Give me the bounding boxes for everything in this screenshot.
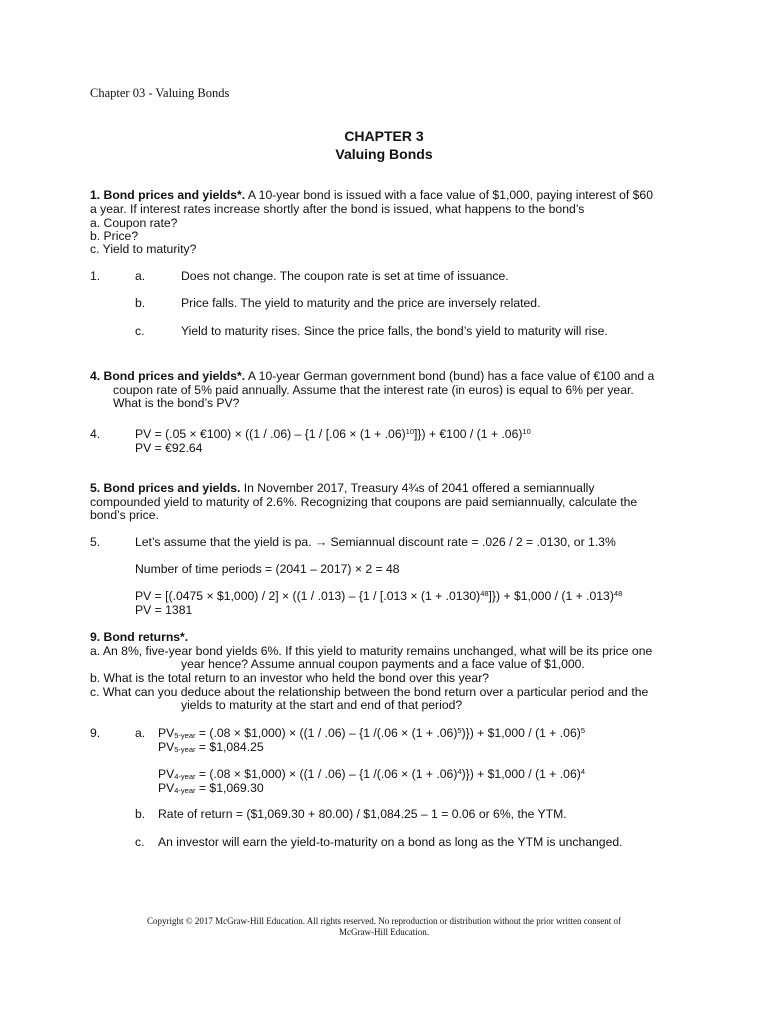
question-1-heading: 1. Bond prices and yields*. (90, 188, 246, 202)
answer-1-number: 1. (90, 269, 101, 283)
answer-9-b-text: Rate of return = ($1,069.30 + 80.00) / $1,084.25 – 1 = 0.06 or 6%, the YTM. (158, 807, 567, 821)
formula-part: PV (158, 767, 175, 781)
formula-part: PV = [(.0475 × $1,000) / 2] × ((1 / .013) – {1 / [.013 × (1 + .0130) (135, 589, 481, 603)
answer-9-number: 9. (90, 726, 101, 740)
formula-part: = $1,084.25 (195, 740, 264, 754)
question-4-line3: What is the bond’s PV? (113, 396, 240, 410)
formula-part: )}) + $1,000 / (1 + .06) (461, 726, 581, 740)
formula-part: = (.08 × $1,000) × ((1 / .06) – {1 /(.06 × (1 + .06) (195, 767, 458, 781)
formula-exponent: 5 (457, 726, 462, 735)
answer-1-c-text: Yield to maturity rises. Since the price falls, the bond’s yield to maturity will rise. (181, 324, 608, 338)
question-5-heading: 5. Bond prices and yields. (90, 481, 241, 495)
question-5-text: In November 2017, Treasury 4¾s of 2041 offered a semiannually (240, 481, 595, 495)
answer-9-pv5-result (158, 740, 264, 754)
question-1-line2: a year. If interest rates increase shortly after the bond is issued, what happens to the bond’s (90, 202, 585, 216)
answer-9-pv4-result (158, 781, 264, 795)
question-4-heading: 4. Bond prices and yields*. (90, 369, 246, 383)
question-1-part-b: b. Price? (90, 229, 139, 243)
question-9-part-a-line1: a. An 8%, five-year bond yields 6%. If this yield to maturity remains unchanged, what will be its price one (90, 644, 653, 658)
formula-exponent: 4 (457, 767, 462, 776)
running-header: Chapter 03 - Valuing Bonds (90, 86, 230, 100)
formula-part: PV = (.05 × €100) × ((1 / .06) – {1 / [.06 × (1 + .06) (135, 427, 406, 441)
formula-part: PV (158, 781, 175, 795)
question-1-part-a: a. Coupon rate? (90, 216, 178, 230)
copyright-line2: McGraw-Hill Education. (339, 927, 429, 937)
question-9-part-a-line2: year hence? Assume annual coupon payments and a face value of $1,000. (181, 657, 585, 671)
question-9-heading-text: 9. Bond returns*. (90, 630, 189, 644)
formula-exponent: 5 (580, 726, 585, 735)
question-9-part-b: b. What is the total return to an investor who held the bond over this year? (90, 671, 490, 685)
formula-subscript: 5-year (174, 745, 196, 754)
answer-9-c-text: An investor will earn the yield-to-maturity on a bond as long as the YTM is unchanged. (158, 835, 623, 849)
answer-5-result: PV = 1381 (135, 603, 193, 617)
question-4-line2: coupon rate of 5% paid annually. Assume that the interest rate (in euros) is equal to 6% per year. (113, 383, 634, 397)
copyright-line1: Copyright © 2017 McGraw-Hill Education. All rights reserved. No reproduction or distribution without the prior written consent of (146, 916, 621, 926)
answer-1-b-label: b. (135, 296, 146, 310)
question-5-line1 (90, 481, 594, 495)
answer-1-b-text: Price falls. The yield to maturity and the price are inversely related. (181, 296, 541, 310)
formula-part: PV (158, 726, 175, 740)
chapter-number: CHAPTER 3 (344, 128, 424, 144)
question-9-part-c-line2: yields to maturity at the start and end of that period? (181, 698, 463, 712)
question-1-line1 (90, 188, 653, 202)
formula-exponent: 48 (613, 589, 623, 598)
answer-5-number: 5. (90, 535, 101, 549)
answer-5-line1: Let’s assume that the yield is pa. → Semiannual discount rate = .026 / 2 = .0130, or 1.3% (135, 535, 616, 549)
formula-exponent: 10 (405, 427, 414, 436)
answer-4-number: 4. (90, 427, 101, 441)
formula-exponent: 48 (480, 589, 489, 598)
answer-4-result: PV = €92.64 (135, 441, 203, 455)
formula-subscript: 4-year (174, 772, 196, 781)
answer-1-c-label: c. (135, 324, 145, 338)
answer-9-pv4-formula (158, 767, 585, 781)
answer-9-c-label: c. (135, 835, 145, 849)
chapter-title: Valuing Bonds (335, 146, 433, 162)
answer-9-pv5-formula (158, 726, 585, 740)
formula-part: PV (158, 740, 175, 754)
answer-4-formula (135, 427, 531, 441)
formula-part: = (.08 × $1,000) × ((1 / .06) – {1 /(.06 × (1 + .06) (195, 726, 458, 740)
question-4-line1 (90, 369, 654, 383)
formula-part: )}) + $1,000 / (1 + .06) (461, 767, 581, 781)
formula-part: = $1,069.30 (195, 781, 264, 795)
question-4-text: A 10-year German government bond (bund) has a face value of €100 and a (245, 369, 655, 383)
answer-1-a-label: a. (135, 269, 146, 283)
answer-5-line2: Number of time periods = (2041 – 2017) × 2 = 48 (135, 562, 400, 576)
question-9-heading (90, 630, 188, 644)
formula-subscript: 5-year (174, 731, 196, 740)
answer-1-a-text: Does not change. The coupon rate is set at time of issuance. (181, 269, 509, 283)
answer-5-formula (135, 589, 622, 603)
answer-9-b-label: b. (135, 807, 146, 821)
question-5-line3: bond’s price. (90, 508, 159, 522)
formula-part: ]}) + €100 / (1 + .06) (414, 427, 523, 441)
formula-subscript: 4-year (174, 786, 196, 795)
question-9-part-c-line1: c. What can you deduce about the relationship between the bond return over a particular period and the (90, 685, 649, 699)
formula-exponent: 10 (522, 427, 531, 436)
question-1-text: A 10-year bond is issued with a face value of $1,000, paying interest of $60 (245, 188, 653, 202)
formula-exponent: 4 (580, 767, 585, 776)
question-1-part-c: c. Yield to maturity? (90, 242, 197, 256)
answer-9-a-label: a. (135, 726, 146, 740)
question-5-line2: compounded yield to maturity of 2.6%. Recognizing that coupons are paid semiannually, calculate the (90, 495, 638, 509)
formula-part: ]}) + $1,000 / (1 + .013) (488, 589, 614, 603)
